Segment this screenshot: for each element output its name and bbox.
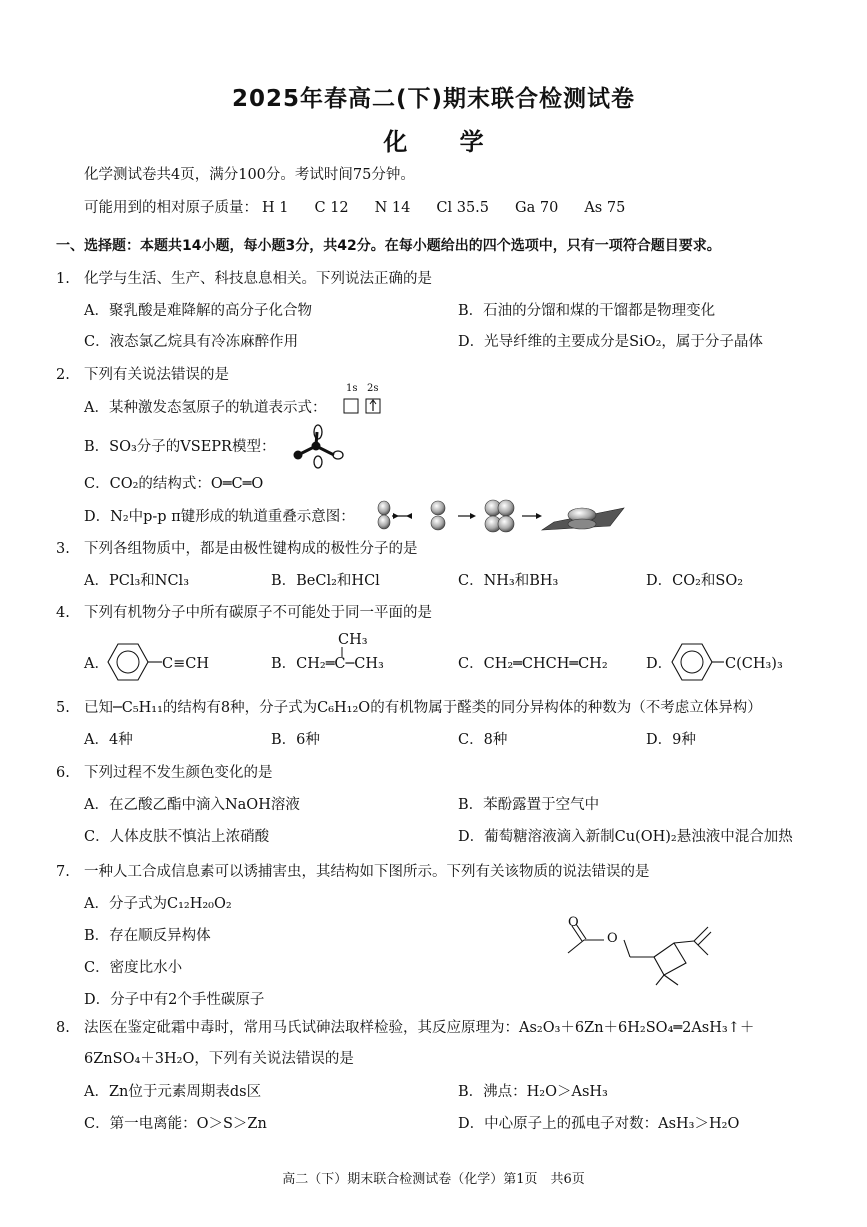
question-number: 5. (56, 700, 70, 716)
orbital-label-2s: 2s (367, 383, 379, 394)
option-c: C．第一电离能：O＞S＞Zn (84, 1116, 267, 1132)
methyl-branch: CH₃ (338, 632, 368, 648)
question-number: 6. (56, 765, 70, 781)
question-number: 8. (56, 1020, 70, 1036)
option-c: C．人体皮肤不慎沾上浓硝酸 (84, 829, 270, 845)
question-stem: 一种人工合成信息素可以诱捕害虫，其结构如下图所示。下列有关该物质的说法错误的是 (84, 864, 650, 880)
option-d: D． (646, 656, 673, 672)
subject-title: 化 学 (383, 128, 506, 156)
mass-cl: Cl 35.5 (436, 200, 490, 216)
option-a: A．在乙酸乙酯中滴入NaOH溶液 (84, 797, 300, 813)
benzene-ring-a (106, 641, 152, 683)
intro-text: 化学测试卷共4页，满分100分。考试时间75分钟。 (84, 167, 415, 183)
atomic-masses (84, 198, 651, 218)
option-a: A．聚乳酸是难降解的高分子化合物 (84, 303, 312, 319)
option-b: B．6种 (271, 732, 320, 748)
option-b: B．石油的分馏和煤的干馏都是物理变化 (458, 303, 716, 319)
option-a: A．4种 (84, 732, 133, 748)
section-heading: 一、选择题：本题共14小题，每小题3分，共42分。在每小题给出的四个选项中，只有一项符合题目要求。 (56, 238, 721, 254)
orbital-label-1s: 1s (346, 383, 358, 394)
option-c: C．CO₂的结构式：O═C═O (84, 476, 264, 492)
option-a: A．分子式为C₁₂H₂₀O₂ (84, 896, 232, 912)
option-c: C．NH₃和BH₃ (458, 573, 559, 589)
mass-n: N 14 (374, 200, 411, 216)
option-b: B．BeCl₂和HCl (271, 573, 380, 589)
mass-ga: Ga 70 (515, 200, 559, 216)
option-b: B．SO₃分子的VSEPR模型： (84, 439, 276, 455)
question-stem: 下列有关说法错误的是 (84, 367, 229, 383)
question-number: 4. (56, 605, 70, 621)
option-c: C．8种 (458, 732, 508, 748)
option-d: D．CO₂和SO₂ (646, 573, 744, 589)
question-stem: 化学与生活、生产、科技息息相关。下列说法正确的是 (84, 271, 432, 287)
option-d: D．N₂中p-p π键形成的轨道重叠示意图： (84, 509, 355, 525)
option-c: C．密度比水小 (84, 960, 183, 976)
option-d: D．光导纤维的主要成分是SiO₂，属于分子晶体 (458, 334, 763, 350)
question-number: 2. (56, 367, 70, 383)
alkyne-group: C≡CH (162, 656, 209, 672)
page-title: 2025年春高二(下)期末联合检测试卷 (231, 86, 636, 112)
pheromone-structure (560, 905, 740, 985)
carbonyl-oxygen-label: O (568, 915, 579, 930)
option-d: D．中心原子上的孤电子对数：AsH₃＞H₂O (458, 1116, 740, 1132)
option-a: A． (84, 656, 109, 672)
option-a: A．某种激发态氢原子的轨道表示式： (84, 400, 327, 416)
question-stem: 下列各组物质中，都是由极性键构成的极性分子的是 (84, 541, 418, 557)
branch-bond (340, 647, 344, 657)
orbital-diagram (343, 397, 385, 415)
question-stem: 下列过程不发生颜色变化的是 (84, 765, 273, 781)
question-number: 1. (56, 271, 70, 287)
option-c: C．CH₂═CHCH═CH₂ (458, 656, 608, 672)
pi-bond-overlap-diagram (372, 498, 628, 534)
vsepr-model-image (288, 422, 348, 472)
option-b: B．CH₂═C─CH₃ (271, 656, 384, 672)
ester-oxygen-label: O (607, 931, 618, 946)
question-number: 7. (56, 864, 70, 880)
option-b: B．苯酚露置于空气中 (458, 797, 600, 813)
option-d: D．葡萄糖溶液滴入新制Cu(OH)₂悬浊液中混合加热 (458, 829, 793, 845)
option-a: A．Zn位于元素周期表ds区 (84, 1084, 262, 1100)
mass-as: As 75 (584, 200, 626, 216)
question-stem: 已知─C₅H₁₁的结构有8种，分子式为C₆H₁₂O的有机物属于醛类的同分异构体的种数为（不考虑立体异构） (84, 700, 762, 716)
option-c: C．液态氯乙烷具有冷冻麻醉作用 (84, 334, 299, 350)
option-b: B．沸点：H₂O＞AsH₃ (458, 1084, 608, 1100)
tert-butyl-group: C(CH₃)₃ (725, 656, 783, 672)
option-a: A．PCl₃和NCl₃ (84, 573, 190, 589)
benzene-ring-d (670, 641, 726, 683)
mass-h: H 1 (262, 200, 289, 216)
masses-label: 可能用到的相对原子质量： (84, 200, 258, 216)
option-b: B．存在顺反异构体 (84, 928, 211, 944)
question-number: 3. (56, 541, 70, 557)
question-stem: 下列有机物分子中所有碳原子不可能处于同一平面的是 (84, 605, 432, 621)
mass-c: C 12 (314, 200, 349, 216)
question-stem: 法医在鉴定砒霜中毒时，常用马氏试砷法取样检验，其反应原理为：As₂O₃＋6Zn＋6H₂SO₄═2AsH₃↑＋ (84, 1020, 755, 1036)
question-stem-continued: 6ZnSO₄＋3H₂O，下列有关说法错误的是 (84, 1051, 354, 1067)
option-d: D．9种 (646, 732, 696, 748)
page-footer: 高二（下）期末联合检测试卷（化学）第1页 共6页 (282, 1172, 585, 1187)
option-d: D．分子中有2个手性碳原子 (84, 992, 265, 1008)
